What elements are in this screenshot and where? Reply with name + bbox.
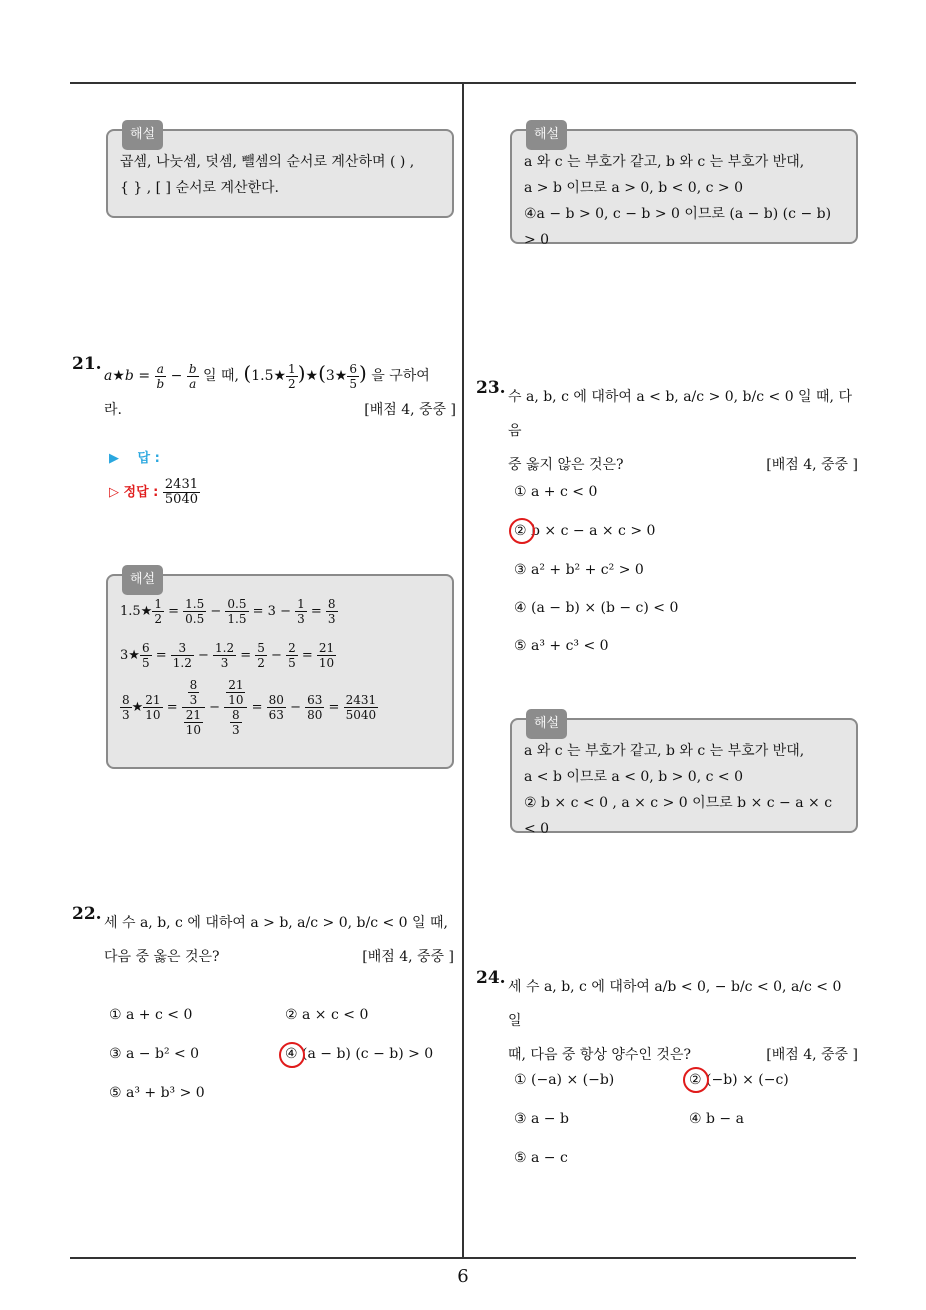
- question-22-text: 세 수 a, b, c 에 대하여 a > b, a/c > 0, b/c < 0 일 때, 다음 중 옳은 것은? [배점 4, 중중 ]: [104, 906, 454, 974]
- correct-answer-denominator: 5040: [164, 492, 198, 507]
- score-label: [배점 4, 중중 ]: [766, 457, 858, 473]
- play-icon: ▶: [109, 451, 119, 466]
- question-23-text: 수 a, b, c 에 대하여 a < b, a/c > 0, b/c < 0 일 때, 다음 중 옳지 않은 것은? [배점 4, 중중 ]: [508, 380, 858, 482]
- explanation-tag: 해설: [122, 120, 163, 150]
- solution-line-3: $\frac{8}{3}$ ★ $\frac{21}{10}$ = $\frac{\frac{8}{3}}{\frac{21}{10}}$ − $\frac{\frac{21}{10}}{\frac{8}{3}}$ = $\frac{80}{63}$ − $\frac{63}{80}$ = $\frac{2431}{5040}$: [122, 678, 377, 737]
- selected-answer-circle: [279, 1042, 305, 1068]
- option-4[interactable]: ④ b − a: [689, 1111, 744, 1127]
- option-5[interactable]: ⑤ a − c: [514, 1150, 568, 1166]
- bottom-rule: [70, 1257, 856, 1259]
- explanation-tag: 해설: [526, 709, 567, 739]
- solution-line-1: 1.5★ $\frac{1}{2}$ = $\frac{1.5}{0.5}$ − $\frac{0.5}{1.5}$ = 3 − $\frac{1}{3}$ = $\frac{8}{3}$: [120, 597, 336, 626]
- answer-row: [109, 447, 160, 466]
- option-2[interactable]: ② b × c − a × c > 0: [514, 523, 656, 539]
- correct-answer-numerator: 2431: [164, 477, 198, 492]
- explanation-tag: 해설: [122, 565, 163, 595]
- score-label: [배점 4, 중중 ]: [364, 402, 456, 418]
- option-1[interactable]: ① (−a) × (−b): [514, 1072, 615, 1088]
- option-3[interactable]: ③ a² + b² + c² > 0: [514, 562, 644, 578]
- option-2[interactable]: ② a × c < 0: [285, 1007, 369, 1023]
- score-label: [배점 4, 중중 ]: [766, 1047, 858, 1063]
- explanation-line: { } , [ ] 순서로 계산한다.: [120, 180, 280, 196]
- question-number-24: 24.: [476, 968, 506, 988]
- answer-label: 답 :: [137, 451, 160, 466]
- option-3[interactable]: ③ a − b: [514, 1111, 569, 1127]
- question-number-22: 22.: [72, 904, 102, 924]
- selected-answer-circle: [509, 518, 535, 544]
- explanation-line: a 와 c 는 부호가 같고, b 와 c 는 부호가 반대,: [524, 154, 805, 170]
- option-5[interactable]: ⑤ a³ + b³ > 0: [109, 1085, 205, 1101]
- question-number-23: 23.: [476, 378, 506, 398]
- explanation-line: 곱셈, 나눗셈, 덧셈, 뺄셈의 순서로 계산하며 ( ) ,: [120, 154, 415, 170]
- option-3[interactable]: ③ a − b² < 0: [109, 1046, 200, 1062]
- question-number-21: 21.: [72, 354, 102, 374]
- hollow-play-icon: ▷: [109, 485, 119, 500]
- correct-answer-row: [109, 478, 200, 507]
- question-21-text: a★b = $\frac{a}{b}$ − $\frac{b}{a}$ 일 때, (1.5★ $\frac{1}{2}$ )★(3★ $\frac{6}{5}$ ) 을 구하여 라. [배점 4, 중중 ]: [104, 356, 456, 427]
- explanation-tag: 해설: [526, 120, 567, 150]
- option-5[interactable]: ⑤ a³ + c³ < 0: [514, 638, 609, 654]
- score-label: [배점 4, 중중 ]: [362, 949, 454, 965]
- solution-line-2: 3★ $\frac{6}{5}$ = $\frac{3}{1.2}$ − $\frac{1.2}{3}$ = $\frac{5}{2}$ − $\frac{2}{5}$ = $\frac{21}{10}$: [120, 641, 335, 670]
- explanation-line: ② b × c < 0 , a × c > 0 이므로 b × c − a × c < 0: [524, 795, 833, 837]
- explanation-line: a < b 이므로 a < 0, b > 0, c < 0: [524, 769, 743, 785]
- option-1[interactable]: ① a + c < 0: [109, 1007, 193, 1023]
- correct-answer-label: 정답 :: [123, 485, 159, 500]
- question-24-text: 세 수 a, b, c 에 대하여 a/b < 0, − b/c < 0, a/c < 0 일 때, 다음 중 항상 양수인 것은? [배점 4, 중중 ]: [508, 970, 858, 1072]
- option-4[interactable]: ④ (a − b) × (b − c) < 0: [514, 600, 679, 616]
- option-4[interactable]: ④ (a − b) (c − b) > 0: [285, 1046, 434, 1062]
- explanation-box-20: [106, 129, 454, 218]
- selected-answer-circle: [683, 1067, 709, 1093]
- explanation-line: ④a − b > 0, c − b > 0 이므로 (a − b) (c − b) > 0: [524, 206, 832, 248]
- column-divider: [462, 82, 464, 1258]
- explanation-box-23: [510, 716, 858, 837]
- explanation-box-22: [510, 127, 858, 248]
- option-2[interactable]: ② (−b) × (−c): [689, 1072, 789, 1088]
- explanation-box-21: [106, 574, 454, 769]
- explanation-line: a 와 c 는 부호가 같고, b 와 c 는 부호가 반대,: [524, 743, 805, 759]
- explanation-line: a > b 이므로 a > 0, b < 0, c > 0: [524, 180, 743, 196]
- option-1[interactable]: ① a + c < 0: [514, 484, 598, 500]
- page-number: 6: [457, 1266, 469, 1287]
